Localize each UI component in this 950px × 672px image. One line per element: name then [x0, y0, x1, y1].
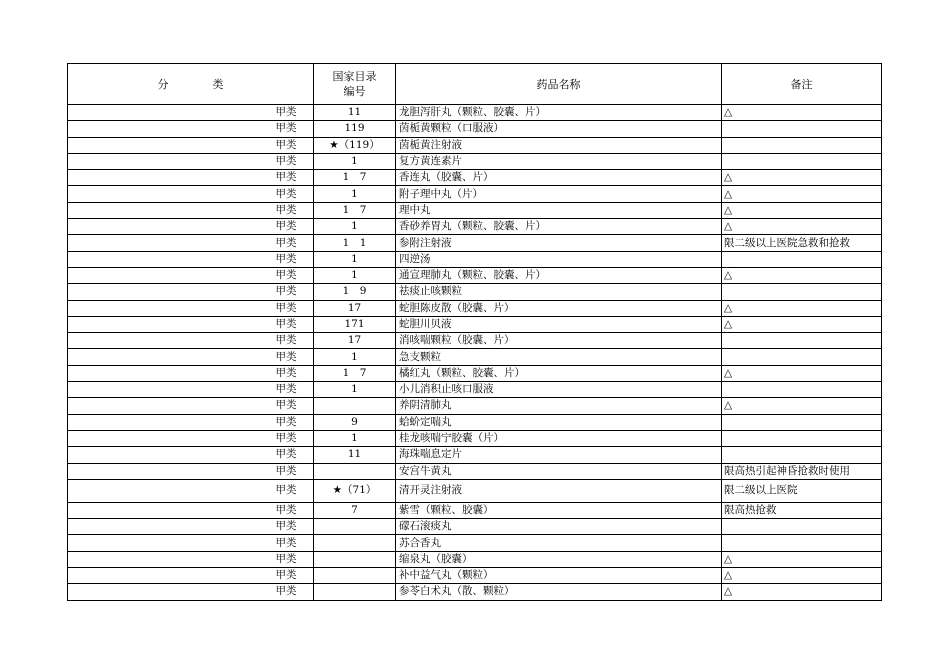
row-note: △ [722, 267, 882, 283]
row-category-blank [68, 568, 264, 584]
row-code: 1 [314, 153, 396, 169]
row-drug-name: 橘红丸（颗粒、胶囊、片） [396, 365, 722, 381]
table-row [68, 414, 882, 430]
row-class: 甲类 [264, 186, 314, 202]
row-class: 甲类 [264, 105, 314, 121]
table-row [68, 137, 882, 153]
row-drug-name: 苏合香丸 [396, 535, 722, 551]
row-code: 171 [314, 316, 396, 332]
row-note: △ [722, 584, 882, 600]
header-name: 药品名称 [396, 64, 722, 105]
row-code: 119 [314, 121, 396, 137]
row-category-blank [68, 398, 264, 414]
table-row [68, 121, 882, 137]
row-drug-name: 理中丸 [396, 202, 722, 218]
row-code: ★（119） [314, 137, 396, 153]
table-row [68, 349, 882, 365]
row-note: 限高热引起神昏抢救时使用 [722, 463, 882, 479]
row-drug-name: 四逆汤 [396, 251, 722, 267]
row-class: 甲类 [264, 535, 314, 551]
row-category-blank [68, 519, 264, 535]
drug-catalog-table [67, 63, 882, 601]
row-drug-name: 缩泉丸（胶囊） [396, 551, 722, 567]
row-class: 甲类 [264, 153, 314, 169]
row-code [314, 568, 396, 584]
row-note: △ [722, 316, 882, 332]
table-row [68, 398, 882, 414]
row-class: 甲类 [264, 551, 314, 567]
row-category-blank [68, 365, 264, 381]
row-code: 1 [314, 267, 396, 283]
row-class: 甲类 [264, 568, 314, 584]
row-code [314, 551, 396, 567]
row-drug-name: 蛇胆陈皮散（胶囊、片） [396, 300, 722, 316]
row-class: 甲类 [264, 284, 314, 300]
table-row [68, 202, 882, 218]
row-class: 甲类 [264, 502, 314, 518]
row-code [314, 463, 396, 479]
row-note: △ [722, 202, 882, 218]
header-code-line2: 编号 [343, 85, 366, 98]
row-code: 1 1 [314, 235, 396, 251]
row-category-blank [68, 219, 264, 235]
row-category-blank [68, 235, 264, 251]
table-row [68, 463, 882, 479]
row-drug-name: 蛤蚧定喘丸 [396, 414, 722, 430]
row-drug-name: 安宫牛黄丸 [396, 463, 722, 479]
row-code: 1 [314, 186, 396, 202]
row-drug-name: 礞石滚痰丸 [396, 519, 722, 535]
row-note: △ [722, 551, 882, 567]
row-class: 甲类 [264, 333, 314, 349]
row-drug-name: 香砂养胃丸（颗粒、胶囊、片） [396, 219, 722, 235]
row-note [722, 333, 882, 349]
row-note: △ [722, 219, 882, 235]
row-note: 限二级以上医院 [722, 479, 882, 502]
header-category-b: 类 [212, 77, 224, 91]
row-drug-name: 小儿消积止咳口服液 [396, 382, 722, 398]
row-drug-name: 桂龙咳喘宁胶囊（片） [396, 430, 722, 446]
row-code: 1 [314, 382, 396, 398]
row-class: 甲类 [264, 300, 314, 316]
row-code: 1 7 [314, 170, 396, 186]
table-row [68, 105, 882, 121]
row-class: 甲类 [264, 414, 314, 430]
row-category-blank [68, 186, 264, 202]
row-category-blank [68, 414, 264, 430]
table-row [68, 430, 882, 446]
row-class: 甲类 [264, 365, 314, 381]
row-drug-name: 通宣理肺丸（颗粒、胶囊、片） [396, 267, 722, 283]
row-drug-name: 茵栀黄注射液 [396, 137, 722, 153]
row-class: 甲类 [264, 202, 314, 218]
row-code: ★（71） [314, 479, 396, 502]
row-note [722, 535, 882, 551]
row-category-blank [68, 170, 264, 186]
row-note [722, 382, 882, 398]
row-category-blank [68, 153, 264, 169]
row-class: 甲类 [264, 267, 314, 283]
table-row [68, 186, 882, 202]
row-code: 17 [314, 300, 396, 316]
row-note [722, 430, 882, 446]
row-note: △ [722, 170, 882, 186]
row-code: 9 [314, 414, 396, 430]
row-class: 甲类 [264, 219, 314, 235]
row-class: 甲类 [264, 447, 314, 463]
row-drug-name: 参附注射液 [396, 235, 722, 251]
row-category-blank [68, 333, 264, 349]
row-code: 17 [314, 333, 396, 349]
row-drug-name: 参苓白术丸（散、颗粒） [396, 584, 722, 600]
row-note [722, 153, 882, 169]
row-category-blank [68, 300, 264, 316]
row-drug-name: 海珠喘息定片 [396, 447, 722, 463]
row-class: 甲类 [264, 584, 314, 600]
table-row [68, 447, 882, 463]
table-row [68, 316, 882, 332]
table-row [68, 284, 882, 300]
row-drug-name: 养阴清肺丸 [396, 398, 722, 414]
row-class: 甲类 [264, 430, 314, 446]
row-code [314, 398, 396, 414]
table-row [68, 382, 882, 398]
row-drug-name: 附子理中丸（片） [396, 186, 722, 202]
row-category-blank [68, 105, 264, 121]
row-code: 1 [314, 349, 396, 365]
row-category-blank [68, 502, 264, 518]
row-note [722, 284, 882, 300]
row-drug-name: 龙胆泻肝丸（颗粒、胶囊、片） [396, 105, 722, 121]
table-row [68, 219, 882, 235]
row-code: 1 [314, 430, 396, 446]
row-class: 甲类 [264, 137, 314, 153]
row-note: △ [722, 105, 882, 121]
row-code: 11 [314, 447, 396, 463]
row-class: 甲类 [264, 382, 314, 398]
row-category-blank [68, 284, 264, 300]
row-code: 1 [314, 219, 396, 235]
row-note: △ [722, 398, 882, 414]
row-drug-name: 紫雪（颗粒、胶囊） [396, 502, 722, 518]
row-class: 甲类 [264, 398, 314, 414]
row-code: 1 7 [314, 202, 396, 218]
row-note [722, 414, 882, 430]
table-row [68, 584, 882, 600]
header-row [68, 64, 882, 105]
row-drug-name: 茵栀黄颗粒（口服液） [396, 121, 722, 137]
table-row [68, 479, 882, 502]
row-note: 限高热抢救 [722, 502, 882, 518]
row-class: 甲类 [264, 170, 314, 186]
row-note [722, 349, 882, 365]
row-drug-name: 消咳喘颗粒（胶囊、片） [396, 333, 722, 349]
row-category-blank [68, 121, 264, 137]
header-category [68, 64, 314, 105]
row-category-blank [68, 551, 264, 567]
row-note: △ [722, 568, 882, 584]
row-category-blank [68, 251, 264, 267]
row-note [722, 519, 882, 535]
row-class: 甲类 [264, 251, 314, 267]
row-category-blank [68, 535, 264, 551]
row-code: 1 [314, 251, 396, 267]
table-row [68, 502, 882, 518]
table-row [68, 235, 882, 251]
row-class: 甲类 [264, 349, 314, 365]
row-code [314, 584, 396, 600]
row-class: 甲类 [264, 121, 314, 137]
row-code: 7 [314, 502, 396, 518]
table-row [68, 551, 882, 567]
row-note [722, 251, 882, 267]
row-note: △ [722, 365, 882, 381]
row-drug-name: 补中益气丸（颗粒） [396, 568, 722, 584]
row-code: 11 [314, 105, 396, 121]
row-drug-name: 蛇胆川贝液 [396, 316, 722, 332]
header-code-line1: 国家目录 [332, 70, 377, 83]
row-category-blank [68, 382, 264, 398]
row-drug-name: 清开灵注射液 [396, 479, 722, 502]
row-class: 甲类 [264, 316, 314, 332]
table-row [68, 535, 882, 551]
table-row [68, 300, 882, 316]
table-row [68, 333, 882, 349]
row-category-blank [68, 137, 264, 153]
row-category-blank [68, 202, 264, 218]
row-drug-name: 祛痰止咳颗粒 [396, 284, 722, 300]
header-note: 备注 [722, 64, 882, 105]
table-row [68, 519, 882, 535]
row-category-blank [68, 349, 264, 365]
row-class: 甲类 [264, 463, 314, 479]
row-category-blank [68, 447, 264, 463]
row-category-blank [68, 430, 264, 446]
row-note: 限二级以上医院急救和抢救 [722, 235, 882, 251]
row-code: 1 9 [314, 284, 396, 300]
row-note [722, 121, 882, 137]
row-code [314, 535, 396, 551]
header-code [314, 64, 396, 105]
row-category-blank [68, 316, 264, 332]
table-row [68, 153, 882, 169]
row-note [722, 137, 882, 153]
table-row [68, 170, 882, 186]
row-category-blank [68, 584, 264, 600]
header-category-a: 分 [157, 77, 169, 91]
row-category-blank [68, 479, 264, 502]
row-drug-name: 急支颗粒 [396, 349, 722, 365]
row-category-blank [68, 267, 264, 283]
row-note: △ [722, 186, 882, 202]
table-row [68, 365, 882, 381]
table-row [68, 251, 882, 267]
row-code [314, 519, 396, 535]
table-row [68, 267, 882, 283]
table-row [68, 568, 882, 584]
row-drug-name: 香连丸（胶囊、片） [396, 170, 722, 186]
row-category-blank [68, 463, 264, 479]
row-class: 甲类 [264, 479, 314, 502]
row-drug-name: 复方黄连素片 [396, 153, 722, 169]
row-code: 1 7 [314, 365, 396, 381]
row-note [722, 447, 882, 463]
row-note: △ [722, 300, 882, 316]
row-class: 甲类 [264, 519, 314, 535]
row-class: 甲类 [264, 235, 314, 251]
